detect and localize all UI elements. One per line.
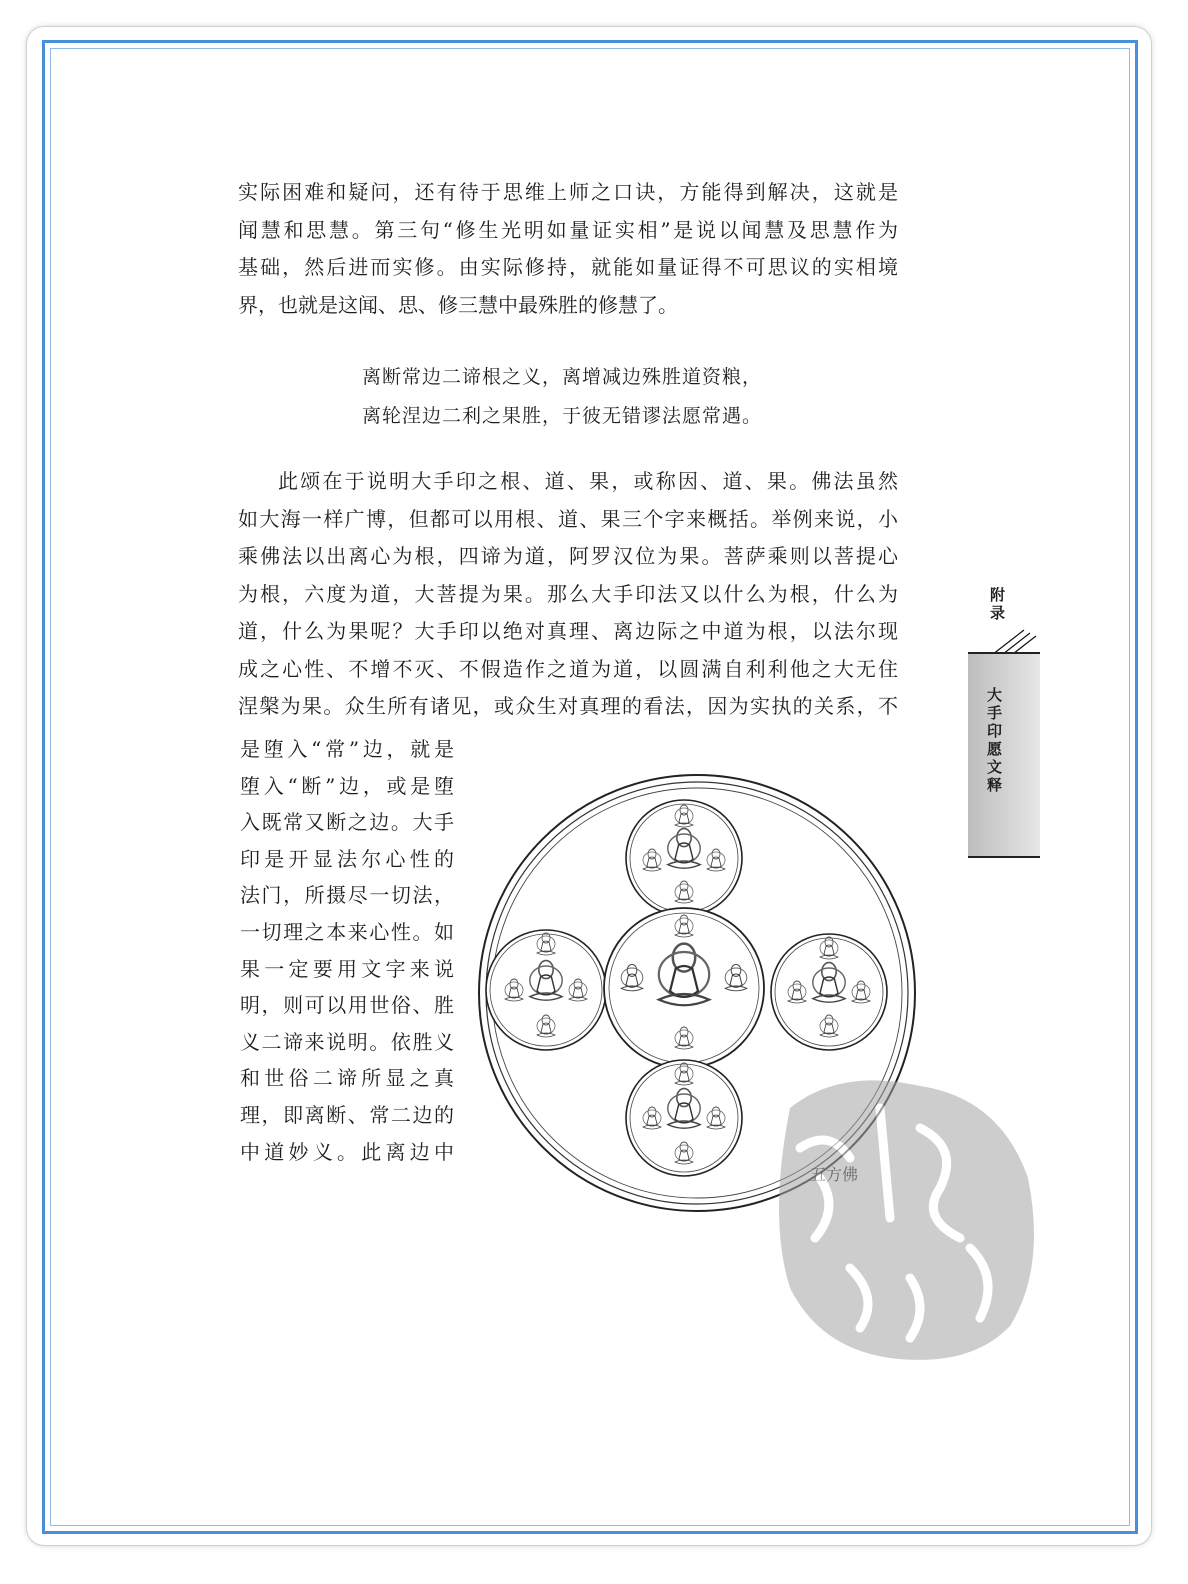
paragraph-2-line: 为根，六度为道，大菩提为果。那么大手印法又以什么为根，什么为 — [238, 581, 898, 606]
paragraph-2-line: 成之心性、不增不灭、不假造作之道为道，以圆满自利利他之大无住 — [238, 656, 898, 681]
paragraph-2-line: 乘佛法以出离心为根，四谛为道，阿罗汉位为果。菩萨乘则以菩提心 — [238, 544, 898, 568]
verse-block — [362, 358, 762, 436]
side-tab-title: 大手印愿文释 — [987, 686, 1003, 794]
paragraph-1 — [238, 174, 898, 324]
paragraph-3-line: 和世俗二谛所显之真 — [240, 1066, 454, 1091]
paragraph-3-line: 入既常又断之边。大手 — [240, 810, 454, 835]
side-tab-section-label: 附录 — [990, 586, 1006, 622]
paragraph-1-line: 界，也就是这闻、思、修三慧中最殊胜的修慧了。 — [238, 292, 678, 317]
paragraph-3-line: 理，即离断、常二边的 — [240, 1102, 454, 1127]
paragraph-2-line: 涅槃为果。众生所有诸见，或众生对真理的看法，因为实执的关系，不 — [238, 694, 898, 718]
paragraph-3-line: 是堕入“常”边，就是 — [240, 737, 454, 761]
watermark-seal — [760, 1068, 1050, 1368]
paragraph-3-line: 堕入“断”边，或是堕 — [240, 773, 454, 798]
paragraph-3-line: 义二谛来说明。依胜义 — [240, 1029, 454, 1054]
paragraph-1-line: 实际困难和疑问，还有待于思维上师之口诀，方能得到解决，这就是 — [238, 180, 898, 204]
paragraph-3-line: 中道妙义。此离边中 — [240, 1139, 454, 1164]
paragraph-2-line: 道，什么为果呢？大手印以绝对真理、离边际之中道为根，以法尔现 — [238, 619, 898, 643]
paragraph-3-line: 明，则可以用世俗、胜 — [240, 993, 454, 1018]
verse-line: 离断常边二谛根之义，离增减边殊胜道资粮， — [362, 366, 763, 388]
paragraph-3 — [240, 731, 454, 1170]
paragraph-1-line: 基础，然后进而实修。由实际修持，就能如量证得不可思议的实相境 — [238, 255, 898, 279]
paragraph-3-line: 一切理之本来心性。如 — [240, 919, 454, 944]
paragraph-2-line: 此颂在于说明大手印之根、道、果，或称因、道、果。佛法虽然 — [278, 469, 898, 493]
paragraph-3-line: 果一定要用文字来说 — [240, 956, 454, 981]
paragraph-3-line: 法门，所摄尽一切法， — [240, 883, 454, 908]
paragraph-1-line: 闻慧和思慧。第三句“修生光明如量证实相”是说以闻慧及思慧作为 — [238, 217, 898, 242]
verse-line: 离轮涅边二利之果胜，于彼无错谬法愿常遇。 — [362, 405, 763, 427]
paragraph-2 — [238, 463, 898, 726]
paragraph-2-line: 如大海一样广博，但都可以用根、道、果三个字来概括。举例来说，小 — [238, 506, 898, 531]
paragraph-3-line: 印是开显法尔心性的 — [240, 846, 454, 871]
